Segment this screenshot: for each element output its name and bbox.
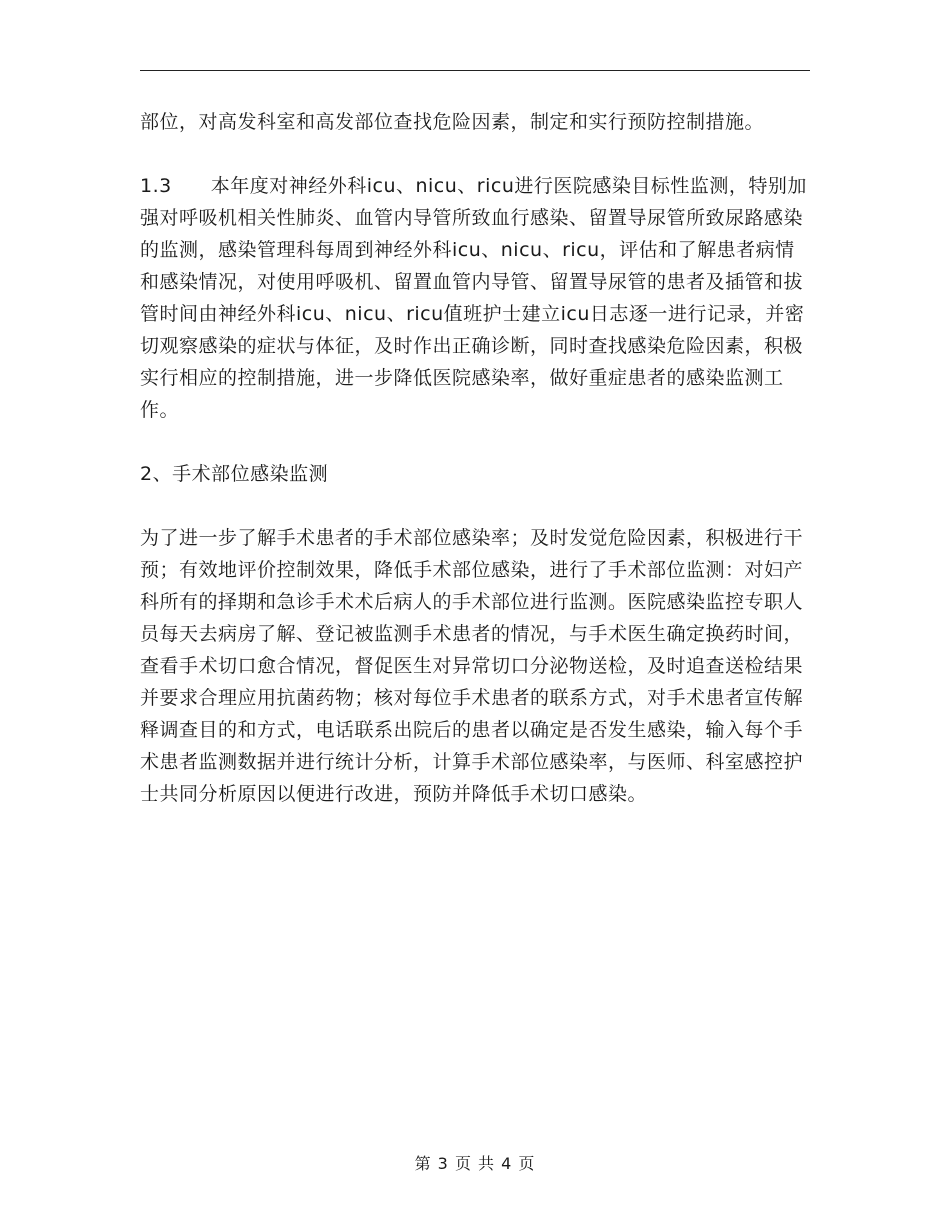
page-number: 第 3 页 共 4 页 xyxy=(414,1154,536,1173)
page-footer xyxy=(0,1154,950,1174)
paragraph-control-measures: 部位，对高发科室和高发部位查找危险因素，制定和实行预防控制措施。 xyxy=(140,111,765,133)
paragraph-gap xyxy=(140,426,810,458)
section-heading-surgical-site: 2、手术部位感染监测 xyxy=(140,463,329,485)
paragraph-icu-surveillance: 1.3 本年度对神经外科icu、nicu、ricu进行医院感染目标性监测，特别加强对呼吸机相关性肺炎、血管内导管所致血行感染、留置导尿管所致尿路感染的监测，感染管理科每周到神经外科icu、nicu、ricu，评估和了解患者病情和感染情况，对使用呼吸机、留置血管内导管、留置导尿管的患者及插管和拔管时间由神经外科icu、nicu、ricu值班护士建立icu日志逐一进行记录，并密切观察感染的症状与体征，及时作出正确诊断，同时查找感染危险因素，积极实行相应的控制措施，进一步降低医院感染率，做好重症患者的感染监测工作。 xyxy=(140,175,807,421)
document-body xyxy=(140,106,810,810)
paragraph-gap xyxy=(140,490,810,522)
header-rule xyxy=(140,70,810,71)
paragraph-surgical-site-monitoring: 为了进一步了解手术患者的手术部位感染率；及时发觉危险因素，积极进行干预；有效地评价控制效果，降低手术部位感染，进行了手术部位监测：对妇产科所有的择期和急诊手术术后病人的手术部位进行监测。医院感染监控专职人员每天去病房了解、登记被监测手术患者的情况，与手术医生确定换药时间，查看手术切口愈合情况，督促医生对异常切口分泌物送检，及时追查送检结果并要求合理应用抗菌药物；核对每位手术患者的联系方式，对手术患者宣传解释调查目的和方式，电话联系出院后的患者以确定是否发生感染，输入每个手术患者监测数据并进行统计分析，计算手术部位感染率，与医师、科室感控护士共同分析原因以便进行改进，预防并降低手术切口感染。 xyxy=(140,527,804,805)
paragraph-gap xyxy=(140,138,810,170)
